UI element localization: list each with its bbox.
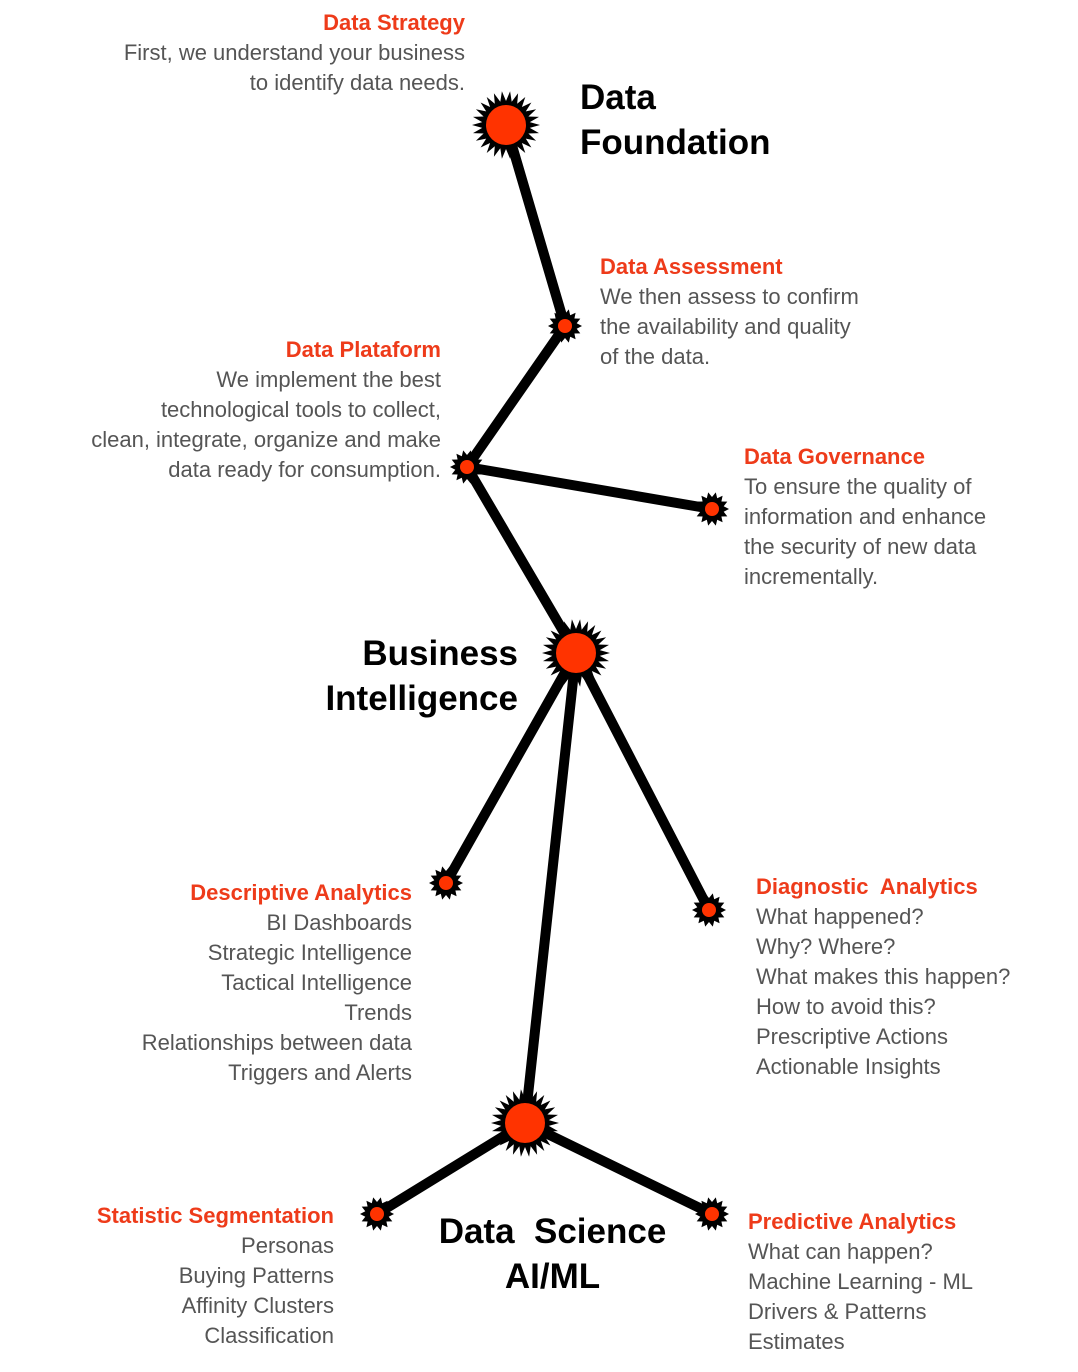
block-line: Classification [204, 1323, 334, 1348]
node-core [486, 105, 526, 145]
node-core [556, 633, 596, 673]
node-core [705, 502, 719, 516]
starburst-node-icon [491, 1089, 559, 1157]
heading-line: Data [580, 78, 656, 117]
block-title: Statistic Segmentation [96, 1203, 334, 1228]
block-line: Personas [241, 1233, 334, 1258]
block-line: To ensure the quality of [744, 474, 972, 499]
starburst-node-icon [695, 492, 729, 525]
block-line: Buying Patterns [178, 1263, 334, 1288]
block-line: We then assess to confirm [600, 284, 859, 309]
block-title: Descriptive Analytics [190, 880, 412, 905]
block-line: Triggers and Alerts [228, 1060, 412, 1085]
block-line: information and enhance [744, 504, 987, 529]
heading-data-science [435, 1209, 670, 1299]
block-line: Strategic Intelligence [207, 940, 412, 965]
block-line: of the data. [600, 344, 711, 369]
node-core [558, 319, 572, 333]
block-line: What makes this happen? [756, 964, 1011, 989]
heading-line: Data Science [438, 1212, 667, 1251]
node-core [702, 903, 716, 917]
heading-line: Foundation [580, 123, 771, 162]
block-line: technological tools to collect, [160, 397, 441, 422]
block-diagnostic-analytics [756, 872, 1010, 1082]
node-core [505, 1103, 545, 1143]
block-line: Actionable Insights [756, 1054, 941, 1079]
block-line: BI Dashboards [266, 910, 412, 935]
heading-business-intelligence [325, 631, 518, 721]
heading-line: AI/ML [504, 1257, 601, 1296]
block-line: Tactical Intelligence [221, 970, 412, 995]
block-title: Data Assessment [600, 254, 783, 279]
heading-line: Business [362, 634, 518, 673]
block-line: What can happen? [748, 1239, 933, 1264]
block-line: Prescriptive Actions [756, 1024, 948, 1049]
heading-data-foundation [580, 75, 771, 165]
block-title: Predictive Analytics [748, 1209, 957, 1234]
block-line: to identify data needs. [249, 70, 465, 95]
connector-line [467, 467, 576, 653]
block-line: We implement the best [216, 367, 441, 392]
block-line: Drivers & Patterns [748, 1299, 927, 1324]
block-title: Data Governance [744, 444, 925, 469]
block-predictive-analytics [748, 1207, 973, 1357]
block-line: What happened? [756, 904, 924, 929]
block-data-assessment [600, 252, 859, 372]
block-data-platform [91, 335, 441, 485]
block-line: data ready for consumption. [168, 457, 441, 482]
block-line: clean, integrate, organize and make [91, 427, 441, 452]
connector-line [467, 326, 565, 467]
block-data-strategy [124, 8, 465, 98]
starburst-node-icon [542, 619, 610, 687]
block-line: incrementally. [744, 564, 879, 589]
starburst-node-icon [692, 893, 726, 926]
block-line: Trends [344, 1000, 412, 1025]
connector-line [525, 1123, 712, 1214]
connector-line [467, 467, 712, 509]
block-descriptive-analytics [142, 878, 412, 1088]
block-title: Data Plataform [285, 337, 441, 362]
block-line: First, we understand your business [123, 40, 465, 65]
node-core [705, 1207, 719, 1221]
starburst-node-icon [472, 91, 540, 159]
block-line: Affinity Clusters [181, 1293, 334, 1318]
node-core [439, 876, 453, 890]
block-line: How to avoid this? [756, 994, 936, 1019]
block-data-governance [744, 442, 986, 592]
block-line: Estimates [748, 1329, 845, 1354]
starburst-node-icon [695, 1197, 729, 1230]
block-statistic-segmentation [97, 1201, 334, 1351]
connector-line [506, 125, 565, 326]
block-line: Relationships between data [141, 1030, 412, 1055]
block-title: Data Strategy [323, 10, 465, 35]
node-core [370, 1207, 384, 1221]
node-core [460, 460, 474, 474]
heading-line: Intelligence [325, 679, 518, 718]
block-title: Diagnostic Analytics [756, 874, 978, 899]
connector-line [576, 653, 709, 910]
block-line: the security of new data [744, 534, 977, 559]
block-line: Machine Learning - ML [748, 1269, 974, 1294]
block-line: the availability and quality [600, 314, 851, 339]
block-line: Why? Where? [756, 934, 896, 959]
